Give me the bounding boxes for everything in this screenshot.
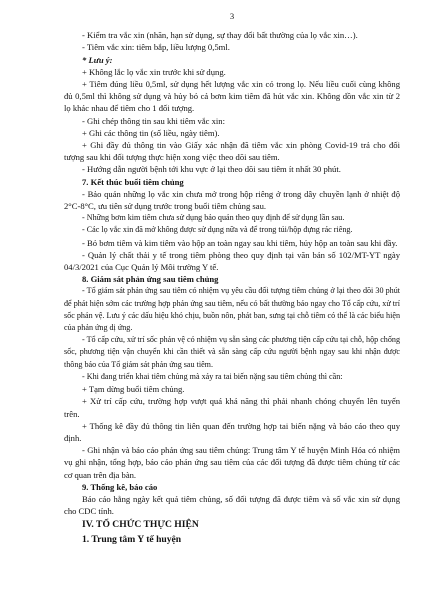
paragraph-opened-vials: - Các lọ vắc xin đã mở không được sử dụng nữa và để trong túi/hộp đựng rác riêng. [82,225,353,235]
paragraph-inject-vaccine: - Tiêm vắc xin: tiêm bắp, liều lượng 0,5ml. [82,42,230,53]
section-7-heading: 7. Kết thúc buổi tiêm chủng [82,176,184,187]
paragraph-monitoring-team: - Tổ giám sát phản ứng sau tiêm có nhiệm vụ yêu cầu đối tượng tiêm chủng ở lại theo dõi 30 phút để phát hiện sớm các trường hợp phản ứng sau tiêm, nếu có bất thường báo ngay cho Tổ cấp cứu, xử trí sốc phản vệ. Lưu ý các dấu hiệu khó chịu, buồn nôn, phát ban, sưng tại chỗ tiêm có thể là các biểu hiện của phản ứng dị ứng. [64,286,400,333]
section-iv-heading: IV. TỔ CHỨC THỰC HIỆN [82,519,199,531]
paragraph-safety-box: - Bỏ bơm tiêm và kim tiêm vào hộp an toàn ngay sau khi tiêm, hủy hộp an toàn sau khi đầy. [82,237,398,248]
section-8-heading: 8. Giám sát phản ứng sau tiêm chủng [82,274,219,285]
paragraph-report-incident: + Thống kê đầy đủ thông tin liên quan đến trường hợp tai biến nặng và báo cáo theo quy định. [64,420,400,443]
section-9-heading: 9. Thống kê, báo cáo [82,481,158,492]
page-number: 3 [229,11,235,21]
paragraph-certificate: + Ghi đầy đủ thông tin vào Giấy xác nhận đã tiêm vắc xin phòng Covid-19 trả cho đối tượng sau khi đối tượng thực hiện xong việc theo dõi sau tiêm. [64,140,400,163]
paragraph-record-dose: + Ghi các thông tin (số liều, ngày tiêm). [82,127,220,138]
paragraph-record-reactions: - Ghi nhận và báo cáo phản ứng sau tiêm chủng: Trung tâm Y tế huyện Minh Hóa có nhiệm vụ ghi nhận, tổng hợp, báo cáo phản ứng sau tiêm của các đối tượng đã được tiêm chủng từ các cơ quan trên địa bàn. [64,445,400,480]
paragraph-check-vaccine: - Kiểm tra vắc xin (nhãn, hạn sử dụng, sự thay đổi bất thường của lọ vắc xin…). [82,30,358,41]
paragraph-daily-report: Báo cáo hằng ngày kết quả tiêm chủng, số đối tượng đã được tiêm và số vắc xin sử dụng cho CDC tỉnh. [64,493,400,517]
paragraph-no-shake: + Không lắc lọ vắc xin trước khi sử dụng. [82,66,226,77]
paragraph-emergency-handling: + Xử trí cấp cứu, trường hợp vượt quá khả năng thì phải nhanh chóng chuyển lên tuyến trên. [64,396,400,419]
paragraph-emergency-team: - Tổ cấp cứu, xử trí sốc phản vệ có nhiệm vụ sẵn sàng các phương tiện cấp cứu tại chỗ, hộp chống sốc, phương tiện vận chuyển khi cần thiết và sẵn sàng cấp cứu người bệnh ngay sau khi nhận được thông báo của Tổ giám sát phản ứng sau tiêm. [64,335,400,369]
paragraph-pause-session: + Tạm dừng buổi tiêm chủng. [82,384,185,395]
paragraph-unused-syringes: - Những bơm kim tiêm chưa sử dụng bảo quản theo quy định để sử dụng lần sau. [82,213,345,223]
paragraph-observation: - Hướng dẫn người bệnh tới khu vực ở lại theo dõi sau tiêm ít nhất 30 phút. [82,164,341,175]
paragraph-medical-waste: - Quản lý chất thải y tế trong tiêm phòng theo quy định tại văn bản số 102/MT-YT ngày 04/3/2021 của Cục Quản lý Môi trường Y tế. [64,249,400,273]
subsection-1-heading: 1. Trung tâm Y tế huyện [82,534,182,546]
paragraph-correct-dose: + Tiêm đúng liều 0,5ml, sử dụng hết lượng vắc xin có trong lọ. Nếu liều cuối cùng không đủ 0,5ml thì không sử dụng và hủy bỏ cả bơm kim tiêm đã hút vắc xin. Không dồn vắc xin từ 2 lọ khác nhau để tiêm cho 1 đối tượng. [64,79,400,114]
paragraph-severe-reaction: - Khi đang triển khai tiêm chủng mà xảy ra tai biến nặng sau tiêm chủng thì cần: [82,371,343,381]
paragraph-record-info: - Ghi chép thông tin sau khi tiêm vắc xin: [82,115,225,126]
note-heading: * Lưu ý: [82,54,113,65]
paragraph-cold-chain: - Bảo quản những lọ vắc xin chưa mở trong hộp riêng ở trong dây chuyền lạnh ở nhiệt độ 2°C-8°C, ưu tiên sử dụng trước trong buổi tiêm chủng sau. [64,188,400,212]
